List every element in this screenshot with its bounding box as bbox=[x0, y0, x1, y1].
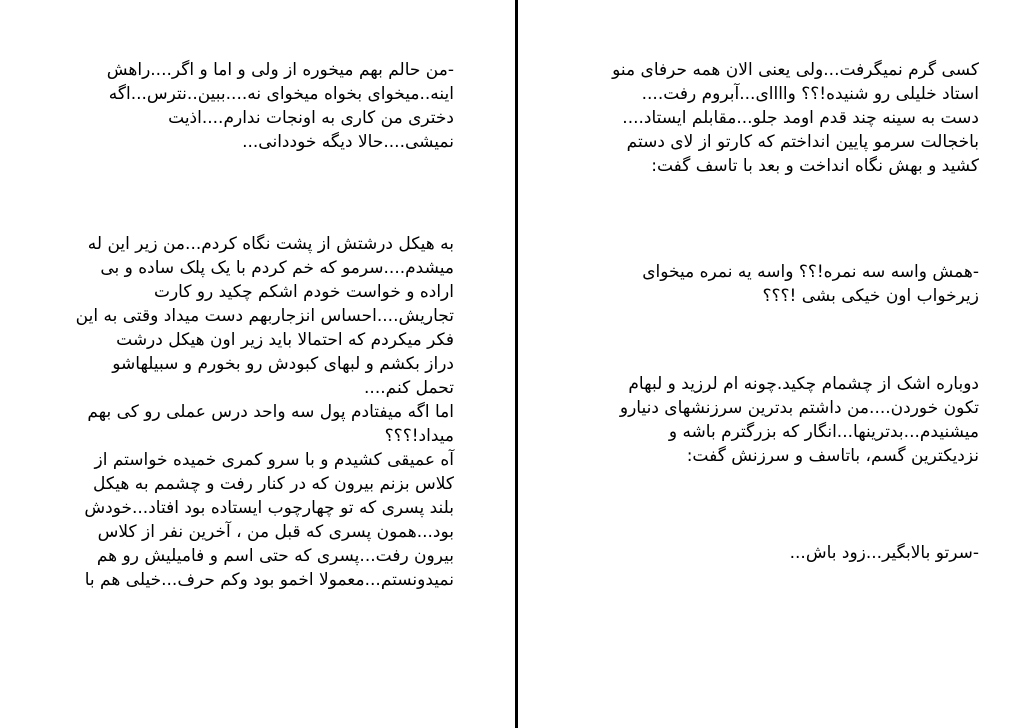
text-line: بود...همون پسری که قبل من ، آخرین نفر از کلاس bbox=[97, 522, 454, 542]
left-paragraph-2 bbox=[76, 232, 454, 592]
right-paragraph-4 bbox=[790, 541, 979, 565]
text-line: کشید و بهش نگاه انداخت و بعد با تاسف گفت: bbox=[651, 156, 979, 176]
text-line: نزدیکترین گسم، باتاسف و سرزنش گفت: bbox=[686, 446, 979, 466]
text-line: میشدم....سرمو که خم کردم با یک پلک ساده و بی bbox=[100, 258, 454, 278]
right-paragraph-3 bbox=[620, 372, 979, 468]
text-line: باخجالت سرمو پایین انداختم که کارتو از لای دستم bbox=[626, 132, 979, 152]
text-line: زیرخواب اون خیکی بشی !؟؟؟ bbox=[762, 286, 979, 306]
text-line: -همش واسه سه نمره!؟؟ واسه یه نمره میخوای bbox=[642, 262, 979, 282]
text-line: -من حالم بهم میخوره از ولی و اما و اگر....راهش bbox=[106, 60, 454, 80]
text-line: بلند پسری که تو چهارچوب ایستاده بود افتاد...خودش bbox=[84, 498, 454, 518]
right-page bbox=[520, 0, 1035, 728]
text-line: تجاریش....احساس انزجاربهم دست میداد وقتی به این bbox=[75, 306, 454, 326]
text-line: فکر میکردم که احتمالا باید زیر اون هیکل درشت bbox=[116, 330, 454, 350]
text-line: -سرتو بالابگیر...زود باش... bbox=[789, 543, 979, 563]
text-line: میشنیدم...بدترینها...انگار که بزرگترم باشه و bbox=[668, 422, 979, 442]
right-paragraph-2 bbox=[642, 260, 979, 308]
text-line: نمیدونستم...معمولا اخمو بود وکم حرف...خیلی هم با bbox=[84, 570, 454, 590]
page-divider bbox=[515, 0, 518, 728]
text-line: به هیکل درشتش از پشت نگاه کردم...من زیر این له bbox=[87, 234, 454, 254]
text-line: دست به سینه چند قدم اومد جلو...مقابلم ایستاد.... bbox=[622, 108, 979, 128]
text-line: کسی گرم نمیگرفت...ولی یعنی الان همه حرفای منو bbox=[612, 60, 979, 80]
text-line: اما اگه میفتادم پول سه واحد درس عملی رو کی بهم bbox=[87, 402, 454, 422]
left-paragraph-1 bbox=[107, 58, 454, 154]
left-page bbox=[0, 0, 516, 728]
text-line: اراده و خواست خودم اشکم چکید رو کارت bbox=[153, 282, 454, 302]
text-line: بیرون رفت...پسری که حتی اسم و فامیلیش رو هم bbox=[96, 546, 454, 566]
text-line: تکون خوردن....من داشتم بدترین سرزنشهای دنیارو bbox=[619, 398, 979, 418]
text-line: دراز بکشم و لبهای کبودش رو بخورم و سبیلهاشو bbox=[112, 354, 454, 374]
text-line: دوباره اشک از چشمام چکید.چونه ام لرزید و لبهام bbox=[628, 374, 979, 394]
text-line: نمیشی....حالا دیگه خوددانی... bbox=[242, 132, 454, 152]
text-line: دختری من کاری به اونجات ندارم....اذیت bbox=[168, 108, 454, 128]
text-line: میداد!؟؟؟ bbox=[384, 426, 454, 446]
text-line: استاد خلیلی رو شنیده!؟؟ واااای...آبروم رفت.... bbox=[641, 84, 979, 104]
text-line: کلاس بزنم بیرون که در کنار رفت و چشمم به هیکل bbox=[93, 474, 454, 494]
text-line: تحمل کنم.... bbox=[364, 378, 454, 398]
right-paragraph-1 bbox=[612, 58, 979, 178]
text-line: آه عمیقی کشیدم و با سرو کمری خمیده خواستم از bbox=[94, 450, 454, 470]
text-line: اینه..میخوای بخواه میخوای نه....ببین..نترس...اگه bbox=[108, 84, 454, 104]
